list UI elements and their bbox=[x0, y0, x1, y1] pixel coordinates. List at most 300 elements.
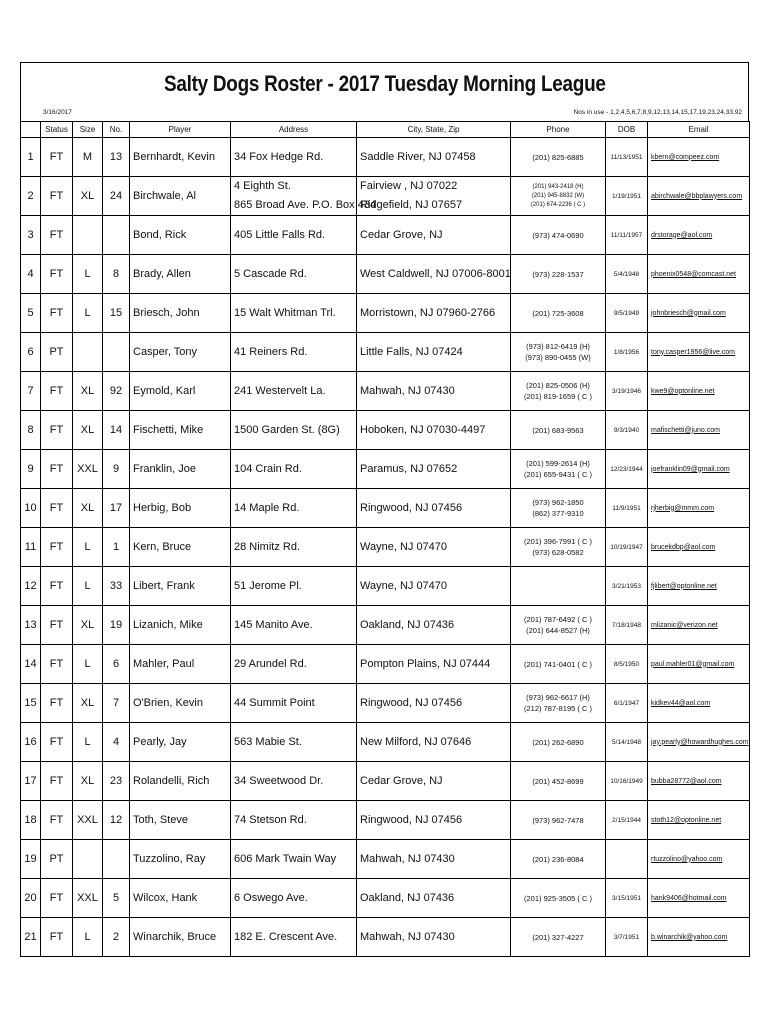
email-link[interactable]: mafischetti@juno.com bbox=[648, 411, 750, 450]
status-cell: FT bbox=[41, 918, 73, 957]
phone-cell-line: (973) 628-0582 bbox=[532, 548, 584, 557]
address-cell bbox=[231, 723, 357, 762]
dob-cell: 5/14/1948 bbox=[606, 723, 648, 762]
phone-cell bbox=[511, 177, 606, 216]
header-cell: Size bbox=[73, 122, 103, 138]
table-row bbox=[21, 138, 750, 177]
email-link[interactable]: rjherbig@mmm.com bbox=[648, 489, 750, 528]
header-cell: No. bbox=[103, 122, 130, 138]
dob-cell: 1/19/1951 bbox=[606, 177, 648, 216]
table-row bbox=[21, 216, 750, 255]
address-cell-line: 44 Summit Point bbox=[234, 697, 315, 709]
address-cell bbox=[231, 879, 357, 918]
phone-cell-line: (973) 962-1850 bbox=[532, 498, 584, 507]
city-cell bbox=[357, 723, 511, 762]
player-cell: Eymold, Karl bbox=[130, 372, 231, 411]
table-row bbox=[21, 450, 750, 489]
status-cell: FT bbox=[41, 723, 73, 762]
address-cell bbox=[231, 372, 357, 411]
email-link[interactable]: bubba28772@aol.com bbox=[648, 762, 750, 801]
city-cell bbox=[357, 177, 511, 216]
row-number: 13 bbox=[21, 606, 41, 645]
size-cell: L bbox=[73, 645, 103, 684]
city-cell bbox=[357, 333, 511, 372]
phone-cell bbox=[511, 879, 606, 918]
phone-cell bbox=[511, 411, 606, 450]
status-cell: FT bbox=[41, 606, 73, 645]
phone-cell-line: (973) 812-6419 (H) bbox=[526, 342, 590, 351]
address-cell-line: 1500 Garden St. (8G) bbox=[234, 424, 340, 436]
dob-cell: 11/11/1957 bbox=[606, 216, 648, 255]
address-cell bbox=[231, 177, 377, 216]
size-cell: XL bbox=[73, 489, 103, 528]
status-cell: FT bbox=[41, 450, 73, 489]
dob-cell: 1/8/1956 bbox=[606, 333, 648, 372]
header-cell: Phone bbox=[511, 122, 606, 138]
email-link[interactable]: hank9406@hotmail.com bbox=[648, 879, 750, 918]
roster-date: 3/16/2017 bbox=[43, 109, 72, 116]
dob-cell: 11/9/1951 bbox=[606, 489, 648, 528]
player-cell: O'Brien, Kevin bbox=[130, 684, 231, 723]
number-cell: 9 bbox=[103, 450, 130, 489]
city-cell bbox=[357, 450, 511, 489]
status-cell: FT bbox=[41, 879, 73, 918]
email-link[interactable]: jay.pearly@howardhughes.com bbox=[648, 723, 750, 762]
player-cell: Birchwale, Al bbox=[130, 177, 231, 216]
status-cell: FT bbox=[41, 255, 73, 294]
roster-body bbox=[21, 138, 750, 957]
email-link[interactable]: kbern@compeez.com bbox=[648, 138, 750, 177]
row-number: 1 bbox=[21, 138, 41, 177]
status-cell: FT bbox=[41, 294, 73, 333]
address-cell-line: 6 Oswego Ave. bbox=[234, 892, 308, 904]
table-row bbox=[21, 645, 750, 684]
email-link[interactable]: tony.casper1956@live.com bbox=[648, 333, 750, 372]
address-cell bbox=[231, 801, 357, 840]
size-cell: XL bbox=[73, 372, 103, 411]
dob-cell: 9/3/1940 bbox=[606, 411, 648, 450]
dob-cell: 3/7/1951 bbox=[606, 918, 648, 957]
number-cell: 15 bbox=[103, 294, 130, 333]
table-row bbox=[21, 294, 750, 333]
address-cell bbox=[231, 489, 357, 528]
address-cell bbox=[231, 645, 357, 684]
row-number: 6 bbox=[21, 333, 41, 372]
phone-cell bbox=[511, 840, 606, 879]
header-cell: Address bbox=[231, 122, 357, 138]
dob-cell: 3/19/1946 bbox=[606, 372, 648, 411]
row-number: 21 bbox=[21, 918, 41, 957]
row-number: 10 bbox=[21, 489, 41, 528]
address-cell bbox=[231, 528, 357, 567]
row-number: 16 bbox=[21, 723, 41, 762]
phone-cell bbox=[511, 918, 606, 957]
dob-cell: 8/5/1950 bbox=[606, 645, 648, 684]
status-cell: FT bbox=[41, 489, 73, 528]
title-box bbox=[20, 62, 749, 105]
city-cell-line: Ridgefield, NJ 07657 bbox=[360, 199, 463, 211]
city-cell-line: Pompton Plains, NJ 07444 bbox=[360, 658, 491, 670]
city-cell bbox=[357, 879, 511, 918]
phone-cell-line: (201) 396-7991 ( C ) bbox=[524, 537, 592, 546]
email-link[interactable]: johnbriesch@gmail.com bbox=[648, 294, 750, 333]
number-cell: 13 bbox=[103, 138, 130, 177]
row-number: 5 bbox=[21, 294, 41, 333]
row-number: 9 bbox=[21, 450, 41, 489]
status-cell: PT bbox=[41, 840, 73, 879]
table-row bbox=[21, 762, 750, 801]
header-cell: Status bbox=[41, 122, 73, 138]
email-link[interactable]: abirchwale@bbplawyers.com bbox=[648, 177, 750, 216]
page-title: Salty Dogs Roster - 2017 Tuesday Morning League bbox=[163, 71, 606, 96]
row-number: 17 bbox=[21, 762, 41, 801]
phone-cell-line: (201) 599-2614 (H) bbox=[526, 459, 590, 468]
status-cell: FT bbox=[41, 216, 73, 255]
phone-cell-line: (973) 890-0455 (W) bbox=[525, 353, 591, 362]
size-cell: XL bbox=[73, 411, 103, 450]
phone-cell-line: (212) 787-8195 ( C ) bbox=[524, 704, 592, 713]
email-link[interactable]: mlizanic@verizon.net bbox=[648, 606, 750, 645]
phone-cell bbox=[511, 450, 606, 489]
dob-cell: 6/1/1947 bbox=[606, 684, 648, 723]
address-cell bbox=[231, 333, 357, 372]
size-cell: L bbox=[73, 528, 103, 567]
phone-cell-line: (973) 962-7478 bbox=[532, 815, 584, 825]
city-cell bbox=[357, 489, 511, 528]
city-cell-line: Hoboken, NJ 07030-4497 bbox=[360, 424, 486, 436]
city-cell-line: Ringwood, NJ 07456 bbox=[360, 814, 463, 826]
row-number: 20 bbox=[21, 879, 41, 918]
phone-cell-line: (201) 925-3505 ( C ) bbox=[524, 893, 592, 903]
row-number: 15 bbox=[21, 684, 41, 723]
address-cell-line: 182 E. Crescent Ave. bbox=[234, 931, 338, 943]
address-cell bbox=[231, 606, 357, 645]
row-number: 2 bbox=[21, 177, 41, 216]
city-cell-line: Wayne, NJ 07470 bbox=[360, 580, 448, 592]
size-cell: XL bbox=[73, 684, 103, 723]
address-cell-line: 4 Eighth St. bbox=[234, 180, 291, 192]
city-cell-line: Mahwah, NJ 07430 bbox=[360, 385, 455, 397]
size-cell: L bbox=[73, 918, 103, 957]
city-cell bbox=[357, 918, 511, 957]
player-cell: Casper, Tony bbox=[130, 333, 231, 372]
dob-cell: 12/23/1944 bbox=[606, 450, 648, 489]
phone-cell-line: (201) 943-2418 (H) bbox=[532, 183, 584, 190]
city-cell-line: Mahwah, NJ 07430 bbox=[360, 853, 455, 865]
city-cell-line: Saddle River, NJ 07458 bbox=[360, 151, 476, 163]
city-cell-line: Paramus, NJ 07652 bbox=[360, 463, 458, 475]
table-row bbox=[21, 489, 750, 528]
phone-cell bbox=[511, 567, 606, 606]
roster-sheet bbox=[20, 62, 749, 957]
city-cell-line: West Caldwell, NJ 07006-8001 bbox=[360, 268, 511, 280]
player-cell: Briesch, John bbox=[130, 294, 231, 333]
address-cell-line: 34 Sweetwood Dr. bbox=[234, 775, 324, 787]
row-number: 3 bbox=[21, 216, 41, 255]
header-cell: Player bbox=[130, 122, 231, 138]
city-cell-line: Wayne, NJ 07470 bbox=[360, 541, 448, 553]
city-cell bbox=[357, 372, 511, 411]
table-row bbox=[21, 606, 750, 645]
table-row bbox=[21, 801, 750, 840]
row-number: 18 bbox=[21, 801, 41, 840]
number-cell: 19 bbox=[103, 606, 130, 645]
city-cell bbox=[357, 801, 511, 840]
phone-cell bbox=[511, 723, 606, 762]
address-cell-line: 5 Cascade Rd. bbox=[234, 268, 307, 280]
number-cell: 6 bbox=[103, 645, 130, 684]
dob-cell bbox=[606, 840, 648, 879]
phone-cell-line: (201) 725-3608 bbox=[532, 308, 584, 318]
phone-cell bbox=[511, 645, 606, 684]
size-cell: L bbox=[73, 723, 103, 762]
dob-cell: 10/16/1949 bbox=[606, 762, 648, 801]
number-cell: 17 bbox=[103, 489, 130, 528]
city-cell-line: Ringwood, NJ 07456 bbox=[360, 697, 463, 709]
phone-cell-line: (201) 327-4227 bbox=[532, 932, 584, 942]
email-link[interactable]: kidkev44@aol.com bbox=[648, 684, 750, 723]
dob-cell: 9/5/1949 bbox=[606, 294, 648, 333]
size-cell bbox=[73, 840, 103, 879]
phone-cell bbox=[511, 333, 606, 372]
player-cell: Brady, Allen bbox=[130, 255, 231, 294]
table-row bbox=[21, 723, 750, 762]
phone-cell bbox=[511, 684, 606, 723]
status-cell: FT bbox=[41, 567, 73, 606]
status-cell: PT bbox=[41, 333, 73, 372]
player-cell: Herbig, Bob bbox=[130, 489, 231, 528]
phone-cell-line: (201) 741-0401 ( C ) bbox=[524, 659, 592, 669]
status-cell: FT bbox=[41, 645, 73, 684]
address-cell-line: 15 Walt Whitman Trl. bbox=[234, 307, 336, 319]
email-link[interactable]: fjlibert@optonline.net bbox=[648, 567, 750, 606]
player-cell: Kern, Bruce bbox=[130, 528, 231, 567]
row-number: 11 bbox=[21, 528, 41, 567]
table-row bbox=[21, 918, 750, 957]
address-cell bbox=[231, 294, 357, 333]
number-cell: 7 bbox=[103, 684, 130, 723]
player-cell: Winarchik, Bruce bbox=[130, 918, 231, 957]
status-cell: FT bbox=[41, 762, 73, 801]
phone-cell bbox=[511, 294, 606, 333]
city-cell-line: Oakland, NJ 07436 bbox=[360, 892, 455, 904]
phone-cell bbox=[511, 255, 606, 294]
address-cell-line: 41 Reiners Rd. bbox=[234, 346, 308, 358]
size-cell: XL bbox=[73, 762, 103, 801]
address-cell-line: 34 Fox Hedge Rd. bbox=[234, 151, 324, 163]
table-row bbox=[21, 411, 750, 450]
address-cell bbox=[231, 255, 357, 294]
city-cell bbox=[357, 684, 511, 723]
city-cell bbox=[357, 216, 511, 255]
player-cell: Libert, Frank bbox=[130, 567, 231, 606]
email-link[interactable]: brucekdbp@aol.com bbox=[648, 528, 750, 567]
city-cell-line: Little Falls, NJ 07424 bbox=[360, 346, 463, 358]
number-cell: 4 bbox=[103, 723, 130, 762]
header-cell: City, State, Zip bbox=[357, 122, 511, 138]
row-number: 4 bbox=[21, 255, 41, 294]
status-cell: FT bbox=[41, 138, 73, 177]
email-link[interactable]: drstorage@aol.com bbox=[648, 216, 750, 255]
header-row bbox=[21, 122, 750, 138]
dob-cell: 3/21/1953 bbox=[606, 567, 648, 606]
phone-cell bbox=[511, 606, 606, 645]
email-link[interactable]: stoth12@optonline.net bbox=[648, 801, 750, 840]
table-row bbox=[21, 879, 750, 918]
email-link[interactable]: b.winarchik@yahoo.com bbox=[648, 918, 750, 957]
address-cell bbox=[231, 762, 357, 801]
dob-cell: 5/4/1948 bbox=[606, 255, 648, 294]
address-cell-line: 14 Maple Rd. bbox=[234, 502, 300, 514]
number-cell bbox=[103, 333, 130, 372]
table-row bbox=[21, 255, 750, 294]
player-cell: Wilcox, Hank bbox=[130, 879, 231, 918]
status-cell: FT bbox=[41, 411, 73, 450]
number-cell: 8 bbox=[103, 255, 130, 294]
player-cell: Rolandelli, Rich bbox=[130, 762, 231, 801]
number-cell: 12 bbox=[103, 801, 130, 840]
city-cell-line: New Milford, NJ 07646 bbox=[360, 736, 472, 748]
city-cell bbox=[357, 762, 511, 801]
phone-cell bbox=[511, 801, 606, 840]
number-cell: 92 bbox=[103, 372, 130, 411]
address-cell-line: 51 Jerome Pl. bbox=[234, 580, 302, 592]
phone-cell-line: (201) 262-6890 bbox=[532, 737, 584, 747]
phone-cell bbox=[511, 762, 606, 801]
phone-cell-line: (973) 474-0690 bbox=[532, 230, 584, 240]
size-cell: XXL bbox=[73, 801, 103, 840]
size-cell bbox=[73, 216, 103, 255]
size-cell bbox=[73, 333, 103, 372]
player-cell: Fischetti, Mike bbox=[130, 411, 231, 450]
phone-cell-line: (201) 683-9563 bbox=[532, 425, 584, 435]
address-cell-line: 563 Mabie St. bbox=[234, 736, 302, 748]
city-cell bbox=[357, 294, 511, 333]
phone-cell bbox=[511, 528, 606, 567]
city-cell-line: Ringwood, NJ 07456 bbox=[360, 502, 463, 514]
phone-cell bbox=[511, 489, 606, 528]
city-cell-line: Cedar Grove, NJ bbox=[360, 775, 443, 787]
table-row bbox=[21, 333, 750, 372]
phone-cell-line: (201) 644-8527 (H) bbox=[526, 626, 590, 635]
player-cell: Pearly, Jay bbox=[130, 723, 231, 762]
dob-cell: 2/15/1944 bbox=[606, 801, 648, 840]
player-cell: Bond, Rick bbox=[130, 216, 231, 255]
city-cell bbox=[357, 255, 511, 294]
status-cell: FT bbox=[41, 177, 73, 216]
number-cell: 24 bbox=[103, 177, 130, 216]
number-cell bbox=[103, 216, 130, 255]
size-cell: XXL bbox=[73, 450, 103, 489]
size-cell: L bbox=[73, 294, 103, 333]
address-cell bbox=[231, 450, 357, 489]
header-cell: DOB bbox=[606, 122, 648, 138]
phone-cell-line: (201) 825-0506 (H) bbox=[526, 381, 590, 390]
table-row bbox=[21, 684, 750, 723]
player-cell: Franklin, Joe bbox=[130, 450, 231, 489]
table-row bbox=[21, 372, 750, 411]
city-cell bbox=[357, 606, 511, 645]
address-cell bbox=[231, 684, 357, 723]
size-cell: L bbox=[73, 255, 103, 294]
table-row bbox=[21, 567, 750, 606]
city-cell-line: Morristown, NJ 07960-2766 bbox=[360, 307, 496, 319]
address-cell-line: 865 Broad Ave. P.O. Box 434 bbox=[234, 199, 377, 211]
dob-cell: 11/13/1951 bbox=[606, 138, 648, 177]
phone-cell-line: (973) 228-1537 bbox=[532, 269, 584, 279]
table-row bbox=[21, 177, 750, 216]
row-number: 14 bbox=[21, 645, 41, 684]
phone-cell bbox=[511, 372, 606, 411]
address-cell-line: 28 Nimitz Rd. bbox=[234, 541, 301, 553]
player-cell: Toth, Steve bbox=[130, 801, 231, 840]
city-cell-line: Fairview , NJ 07022 bbox=[360, 180, 458, 192]
number-cell: 14 bbox=[103, 411, 130, 450]
header-cell: Email bbox=[648, 122, 750, 138]
size-cell: XL bbox=[73, 177, 103, 216]
address-cell bbox=[231, 918, 357, 957]
row-number: 7 bbox=[21, 372, 41, 411]
address-cell bbox=[231, 411, 357, 450]
address-cell-line: 29 Arundel Rd. bbox=[234, 658, 307, 670]
size-cell: XL bbox=[73, 606, 103, 645]
row-number: 19 bbox=[21, 840, 41, 879]
city-cell bbox=[357, 138, 511, 177]
city-cell-line: Cedar Grove, NJ bbox=[360, 229, 443, 241]
address-cell-line: 606 Mark Twain Way bbox=[234, 853, 337, 865]
number-cell: 5 bbox=[103, 879, 130, 918]
phone-cell-line: (973) 962-6617 (H) bbox=[526, 693, 590, 702]
player-cell: Bernhardt, Kevin bbox=[130, 138, 231, 177]
email-link[interactable]: paul.mahler01@gmail.com bbox=[648, 645, 750, 684]
phone-cell-line: (201) 819-1659 ( C ) bbox=[524, 392, 592, 401]
player-cell: Lizanich, Mike bbox=[130, 606, 231, 645]
email-link[interactable]: kwe9@optonline.net bbox=[648, 372, 750, 411]
phone-cell-line: (201) 825-6885 bbox=[532, 152, 584, 162]
header-cell bbox=[21, 122, 41, 138]
phone-cell-line: (201) 787-6492 ( C ) bbox=[524, 615, 592, 624]
size-cell: XXL bbox=[73, 879, 103, 918]
table-row bbox=[21, 840, 750, 879]
city-cell-line: Mahwah, NJ 07430 bbox=[360, 931, 455, 943]
address-cell-line: 241 Westervelt La. bbox=[234, 385, 326, 397]
player-cell: Tuzzolino, Ray bbox=[130, 840, 231, 879]
table-row bbox=[21, 528, 750, 567]
phone-cell-line: (201) 236-8084 bbox=[532, 854, 584, 864]
address-cell bbox=[231, 216, 357, 255]
address-cell bbox=[231, 138, 357, 177]
number-cell: 1 bbox=[103, 528, 130, 567]
status-cell: FT bbox=[41, 801, 73, 840]
email-link[interactable]: joefranklin09@gmail.com bbox=[648, 450, 750, 489]
roster-table bbox=[20, 121, 750, 957]
phone-cell-line: (862) 377-9310 bbox=[532, 509, 584, 518]
size-cell: L bbox=[73, 567, 103, 606]
status-cell: FT bbox=[41, 528, 73, 567]
size-cell: M bbox=[73, 138, 103, 177]
city-cell bbox=[357, 645, 511, 684]
email-link[interactable]: phoenix0548@comcast.net bbox=[648, 255, 750, 294]
city-cell bbox=[357, 840, 511, 879]
player-cell: Mahler, Paul bbox=[130, 645, 231, 684]
phone-cell-line: (201) 655-9431 ( C ) bbox=[524, 470, 592, 479]
dob-cell: 3/15/1951 bbox=[606, 879, 648, 918]
number-cell: 33 bbox=[103, 567, 130, 606]
email-link[interactable]: rtuzzolino@yahoo.com bbox=[648, 840, 750, 879]
phone-cell-line: (201) 945-8832 (W) bbox=[531, 192, 585, 199]
status-cell: FT bbox=[41, 684, 73, 723]
meta-row bbox=[20, 105, 749, 121]
